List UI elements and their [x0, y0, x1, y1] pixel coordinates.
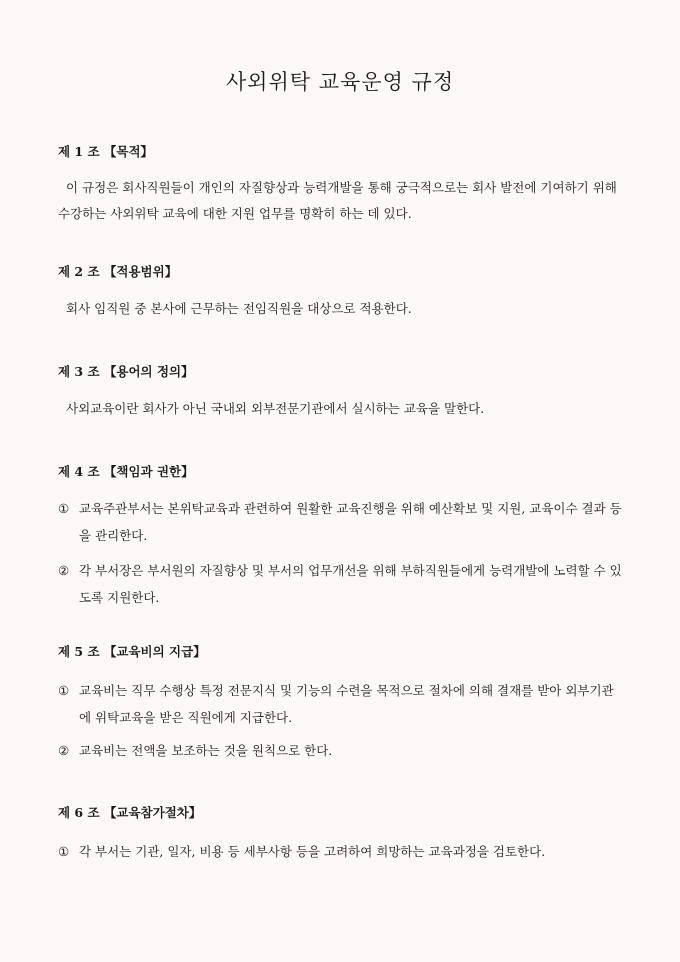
item-number: ② [58, 743, 70, 758]
article-1-paragraph: 이 규정은 회사직원들이 개인의 자질향상과 능력개발을 통해 궁극적으로는 회사 발전에 기여하기 위해 수강하는 사외위탁 교육에 대한 지원 업무를 명확히 하는 데 있다. [58, 180, 617, 221]
item-text: 각 부서장은 부서원의 자질향상 및 부서의 업무개선을 위해 부하직원들에게 능력개발에 노력할 수 있도록 지원한다. [79, 563, 622, 605]
item-text: 각 부서는 기관, 일자, 비용 등 세부사항 등을 고려하여 희망하는 교육과정을 검토한다. [79, 844, 546, 859]
article-6-heading: 제 6 조 【교육참가절차】 [58, 805, 202, 820]
item-text: 교육비는 직무 수행상 특정 전문지식 및 기능의 수련을 목적으로 절차에 의해 결재를 받아 외부기관에 위탁교육을 받은 직원에게 지급한다. [79, 683, 614, 725]
article-4-heading: 제 4 조 【책임과 권한】 [58, 464, 194, 479]
article-6-item-1 [58, 838, 624, 865]
item-number: ① [58, 683, 70, 698]
article-4-item-1 [58, 495, 624, 549]
article-2-heading: 제 2 조 【적용범위】 [58, 264, 178, 279]
article-3-heading: 제 3 조 【용어의 정의】 [58, 364, 194, 379]
article-5-item-1 [58, 677, 624, 731]
article-1-heading: 제 1 조 【목적】 [58, 144, 154, 159]
item-text: 교육비는 전액을 보조하는 것을 원칙으로 한다. [79, 743, 333, 758]
article-3-paragraph: 사외교육이란 회사가 아닌 국내외 외부전문기관에서 실시하는 교육을 말한다. [66, 401, 485, 416]
item-number: ① [58, 501, 70, 516]
article-2-paragraph: 회사 임직원 중 본사에 근무하는 전임직원을 대상으로 적용한다. [66, 301, 412, 316]
document-title: 사외위탁 교육운영 규정 [225, 70, 455, 94]
article-4-item-2 [58, 557, 624, 611]
article-5-heading: 제 5 조 【교육비의 지급】 [58, 644, 206, 659]
item-text: 교육주관부서는 본위탁교육과 관련하여 원활한 교육진행을 위해 예산확보 및 지원, 교육이수 결과 등을 관리한다. [79, 501, 622, 543]
item-number: ① [58, 844, 70, 859]
item-number: ② [58, 563, 70, 578]
article-5-item-2 [58, 737, 624, 764]
